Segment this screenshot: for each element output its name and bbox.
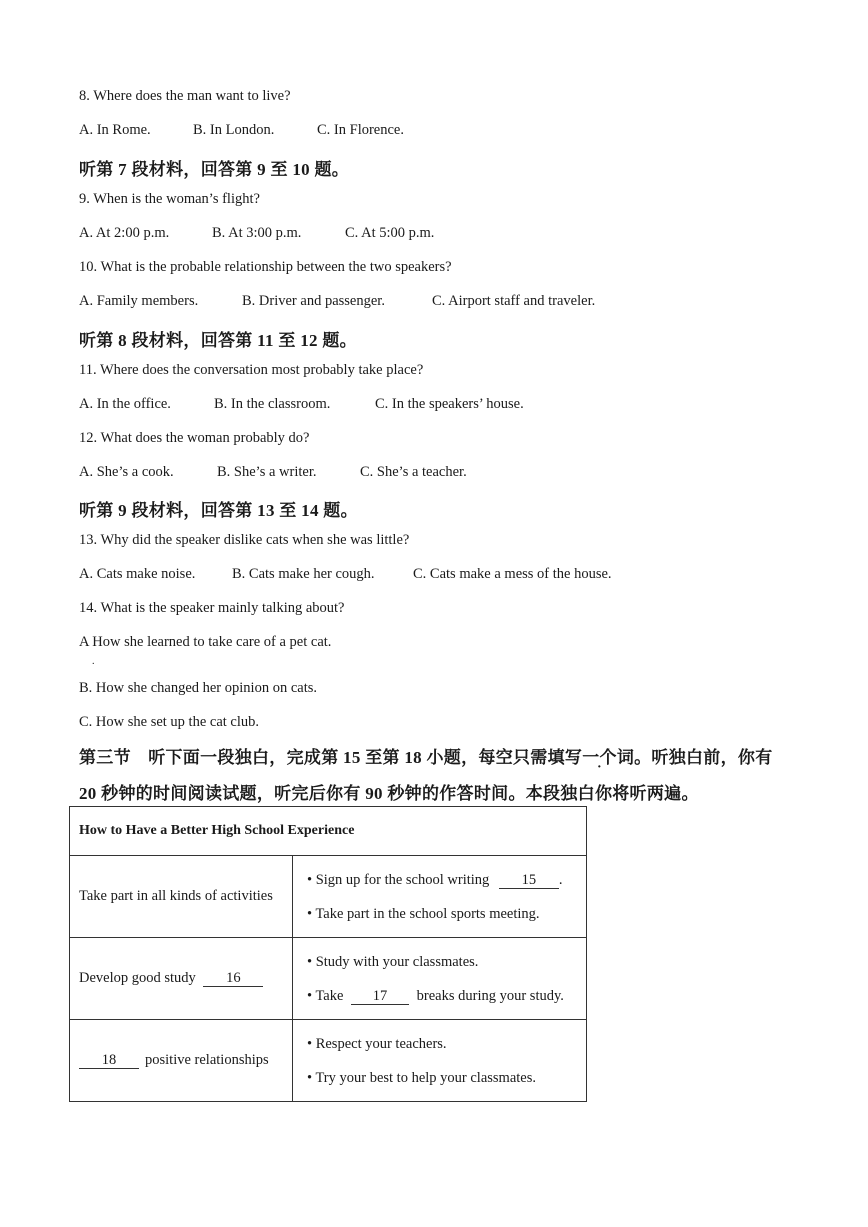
section-heading-9: 听第 9 段材料，回答第 13 至 14 题。 bbox=[79, 501, 358, 520]
bullet-text: • Sign up for the school writing bbox=[307, 871, 490, 888]
bullet-item: • Take part in the school sports meeting. bbox=[307, 905, 540, 922]
option-a: A. Cats make noise. bbox=[79, 566, 196, 582]
table-cell-left bbox=[70, 1020, 293, 1102]
options-12 bbox=[79, 464, 467, 481]
question-13: 13. Why did the speaker dislike cats when she was little? bbox=[79, 532, 410, 548]
table-cell-right bbox=[293, 856, 587, 938]
bullet-text: . bbox=[558, 871, 563, 888]
option-b: B. She’s a writer. bbox=[217, 464, 317, 480]
option-c: C. Cats make a mess of the house. bbox=[413, 566, 612, 582]
question-10: 10. What is the probable relationship between the two speakers? bbox=[79, 259, 452, 275]
answer-blank-17[interactable]: 17 bbox=[351, 988, 409, 1005]
option-b: B. Driver and passenger. bbox=[242, 293, 385, 309]
option-a: A. At 2:00 p.m. bbox=[79, 225, 170, 241]
table-row bbox=[70, 856, 587, 938]
options-11 bbox=[79, 396, 524, 413]
options-13 bbox=[79, 566, 612, 583]
section-heading-7: 听第 7 段材料，回答第 9 至 10 题。 bbox=[79, 160, 350, 179]
bullet-item: • Try your best to help your classmates. bbox=[307, 1069, 537, 1086]
section-heading-8: 听第 8 段材料，回答第 11 至 12 题。 bbox=[79, 331, 357, 350]
bullet-item: • Respect your teachers. bbox=[307, 1035, 447, 1052]
options-10 bbox=[79, 293, 595, 310]
question-12: 12. What does the woman probably do? bbox=[79, 430, 310, 446]
option-a: A. In Rome. bbox=[79, 122, 151, 138]
option-c: C. At 5:00 p.m. bbox=[345, 225, 435, 241]
emphasized-text: 一个 bbox=[582, 748, 617, 767]
section-3-instruction-line2: 20 秒钟的时间阅读试题，听完后你有 90 秒钟的作答时间。本段独白你将听两遍。 bbox=[79, 784, 699, 803]
option-c: C. In the speakers’ house. bbox=[375, 396, 524, 412]
table-cell-right bbox=[293, 1020, 587, 1102]
bullet-item bbox=[307, 863, 585, 897]
instruction-text: 第三节 听下面一段独白，完成第 15 至第 18 小题，每空只需填写 bbox=[79, 748, 583, 767]
option-b: B. Cats make her cough. bbox=[232, 566, 375, 582]
fill-in-table bbox=[69, 806, 587, 1102]
option-c: C. In Florence. bbox=[317, 122, 404, 138]
option-14-a: A How she learned to take care of a pet cat. bbox=[79, 634, 332, 650]
option-14-b: B. How she changed her opinion on cats. bbox=[79, 680, 317, 696]
instruction-text: 词。听独白前，你有 bbox=[616, 748, 773, 767]
table-cell-left bbox=[70, 938, 293, 1020]
answer-blank-15[interactable]: 15 bbox=[499, 872, 559, 889]
table-cell-left: Take part in all kinds of activities bbox=[70, 856, 293, 938]
option-a: A. In the office. bbox=[79, 396, 171, 412]
options-9 bbox=[79, 225, 434, 242]
option-b: B. In the classroom. bbox=[214, 396, 331, 412]
option-c: C. She’s a teacher. bbox=[360, 464, 467, 480]
cell-text: positive relationships bbox=[145, 1052, 269, 1068]
bullet-text: • Take bbox=[307, 987, 344, 1004]
table-title: How to Have a Better High School Experience bbox=[70, 807, 587, 856]
table-row bbox=[70, 938, 587, 1020]
option-b: B. In London. bbox=[193, 122, 275, 138]
option-14-c: C. How she set up the cat club. bbox=[79, 714, 260, 730]
decorative-dot: . bbox=[92, 656, 95, 667]
section-3-instruction-line1 bbox=[79, 743, 773, 768]
option-b: B. At 3:00 p.m. bbox=[212, 225, 302, 241]
bullet-item bbox=[307, 979, 585, 1013]
bullet-item: • Study with your classmates. bbox=[307, 953, 479, 970]
bullet-text: breaks during your study. bbox=[416, 987, 564, 1004]
cell-text: Develop good study bbox=[79, 970, 196, 986]
option-a: A. She’s a cook. bbox=[79, 464, 174, 480]
question-11: 11. Where does the conversation most probably take place? bbox=[79, 362, 424, 378]
question-9: 9. When is the woman’s flight? bbox=[79, 191, 260, 207]
table-title-row bbox=[70, 807, 587, 856]
table-cell-right bbox=[293, 938, 587, 1020]
options-8 bbox=[79, 122, 404, 139]
answer-blank-18[interactable]: 18 bbox=[79, 1052, 139, 1069]
question-8: 8. Where does the man want to live? bbox=[79, 88, 291, 104]
table-row bbox=[70, 1020, 587, 1102]
option-a: A. Family members. bbox=[79, 293, 199, 309]
option-c: C. Airport staff and traveler. bbox=[432, 293, 596, 309]
answer-blank-16[interactable]: 16 bbox=[203, 970, 263, 987]
question-14: 14. What is the speaker mainly talking about? bbox=[79, 600, 345, 616]
